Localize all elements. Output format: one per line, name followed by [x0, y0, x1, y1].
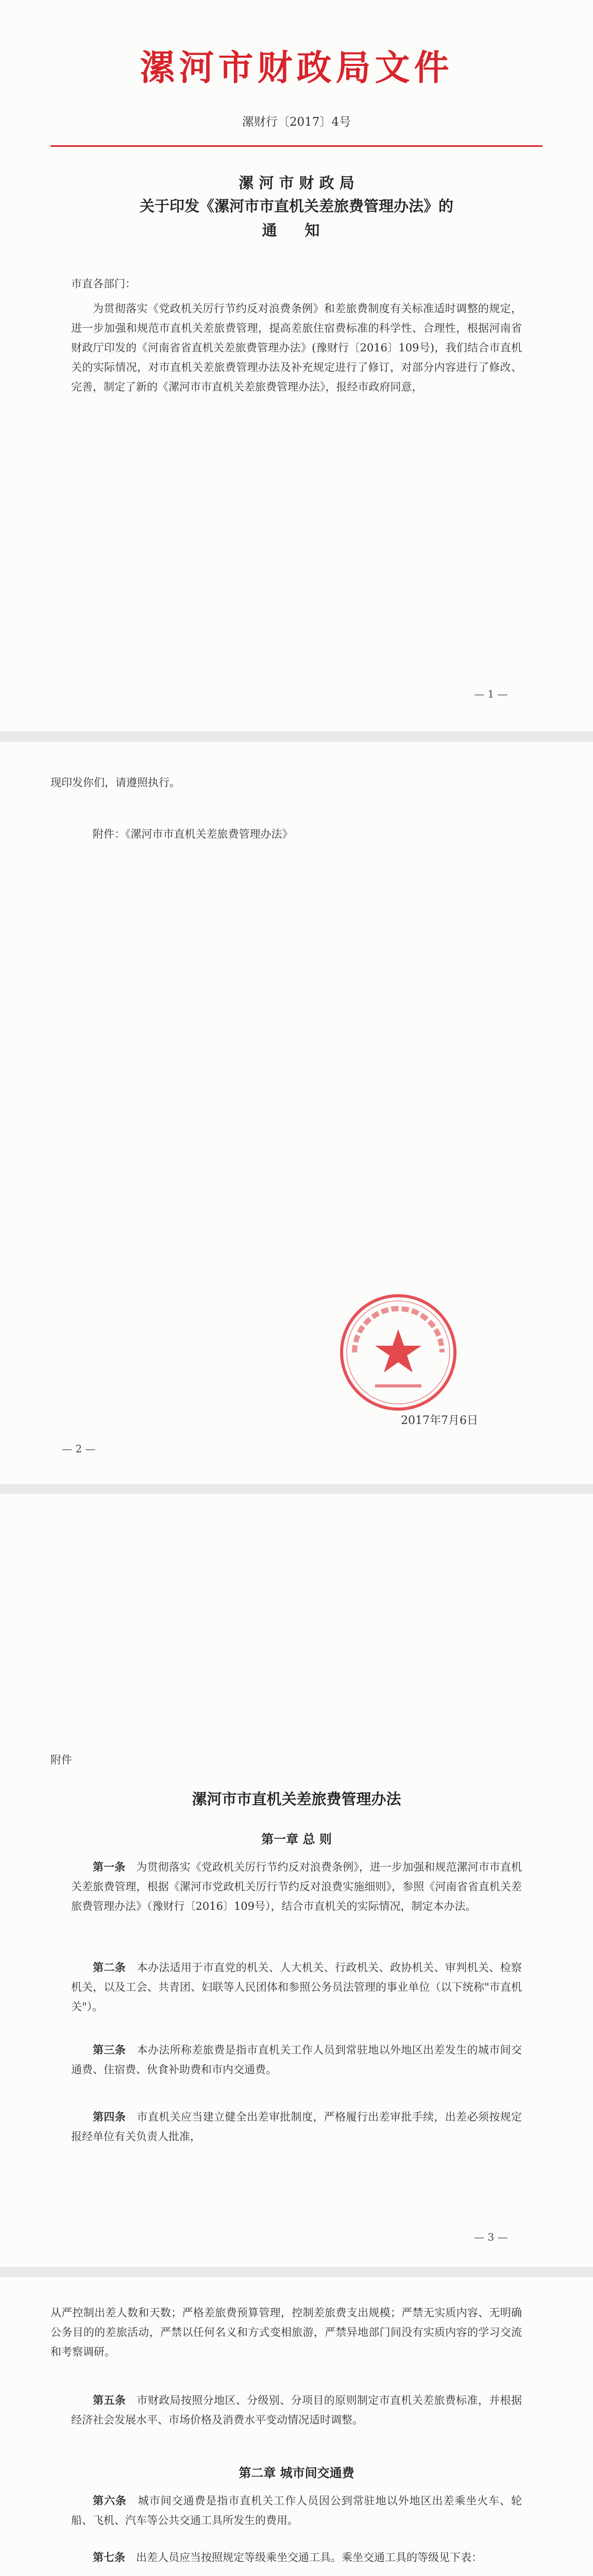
page-separator [0, 732, 593, 742]
article-1: 第一条 为贯彻落实《党政机关厉行节约反对浪费条例》，进一步加强和规范漯河市市直机关差旅费管理，根据《漯河市党政机关厉行节约反对浪费实施细则》，参照《河南省省直机关差旅费管理办法》（豫财行〔2016〕109号），结合市直机关的实际情况，制定本办法。 [71, 1860, 522, 1912]
official-seal-icon [334, 1288, 463, 1417]
article-5: 第五条 市财政局按照分地区、分级别、分项目的原则制定市直机关差旅费标准，并根据经济社会发展水平、市场价格及消费水平变动情况适时调整。 [71, 2394, 522, 2426]
chapter-heading: 第二章 城市间交通费 [239, 2465, 354, 2480]
regulation-title: 漯河市市直机关差旅费管理办法 [192, 1790, 401, 1808]
document-header-title: 漯河市财政局文件 [140, 47, 453, 89]
page-number: — 1 — [474, 688, 508, 700]
article-2: 第二条 本办法适用于市直党的机关、人大机关、行政机关、政协机关、审判机关、检察机关，以及工会、共青团、妇联等人民团体和参照公务员法管理的事业单位（以下统称"市直机关"）。 [71, 1961, 522, 2013]
chapter-heading: 第一章 总 则 [261, 1832, 332, 1846]
notice-subtitle: 通 知 [262, 222, 331, 239]
page-separator [0, 2267, 593, 2277]
page-number: — 3 — [474, 2231, 508, 2243]
article-4: 第四条 市直机关应当建立健全出差审批制度，严格履行出差审批手续，出差必须按规定报经单位有关负责人批准， [71, 2110, 522, 2143]
document-number: 漯财行〔2017〕4号 [242, 115, 351, 129]
attachment-label: 附件 [50, 1754, 72, 1766]
article-7: 第七条 出差人员应当按照规定等级乘坐交通工具。乘坐交通工具的等级见下表： [93, 2551, 482, 2564]
notice-title: 关于印发《漯河市市直机关差旅费管理办法》的 [139, 197, 453, 215]
red-divider [50, 145, 543, 147]
page-2 [0, 742, 593, 1484]
issuer-name: 漯 河 市 财 政 局 [239, 174, 354, 192]
page-separator [0, 1484, 593, 1494]
notice-body: 为贯彻落实《党政机关厉行节约反对浪费条例》和差旅费制度有关标准适时调整的规定，进一步加强和规范市直机关差旅费管理，提高差旅住宿费标准的科学性、合理性，根据河南省财政厅印发的《河南省省直机关差旅费管理办法》(豫财行〔2016〕109号)，我们结合市直机关的实际情况，对市直机关差旅费管理办法及补充规定进行了修订，对部分内容进行了修改、完善，制定了新的《漯河市市直机关差旅费管理办法》，报经市政府同意， [71, 302, 522, 393]
salutation: 市直各部门： [71, 278, 136, 290]
issue-date: 2017年7月6日 [401, 1414, 478, 1427]
article-6: 第六条 城市间交通费是指市直机关工作人员因公到常驻地以外地区出差乘坐火车、轮船、飞机、汽车等公共交通工具所发生的费用。 [71, 2494, 522, 2527]
article-3: 第三条 本办法所称差旅费是指市直机关工作人员到常驻地以外地区出差发生的城市间交通费、住宿费、伙食补助费和市内交通费。 [71, 2043, 522, 2076]
page-number: — 2 — [62, 1443, 96, 1455]
article-4-continued: 从严控制出差人数和天数；严格差旅费预算管理，控制差旅费支出规模；严禁无实质内容、无明确公务目的的差旅活动，严禁以任何名义和方式变相旅游，严禁异地部门间没有实质内容的学习交流和考察调研。 [50, 2307, 522, 2358]
notice-body-continued: 现印发你们，请遵照执行。 [50, 776, 180, 789]
attachment-line: 附件：《漯河市市直机关差旅费管理办法》 [93, 828, 293, 840]
